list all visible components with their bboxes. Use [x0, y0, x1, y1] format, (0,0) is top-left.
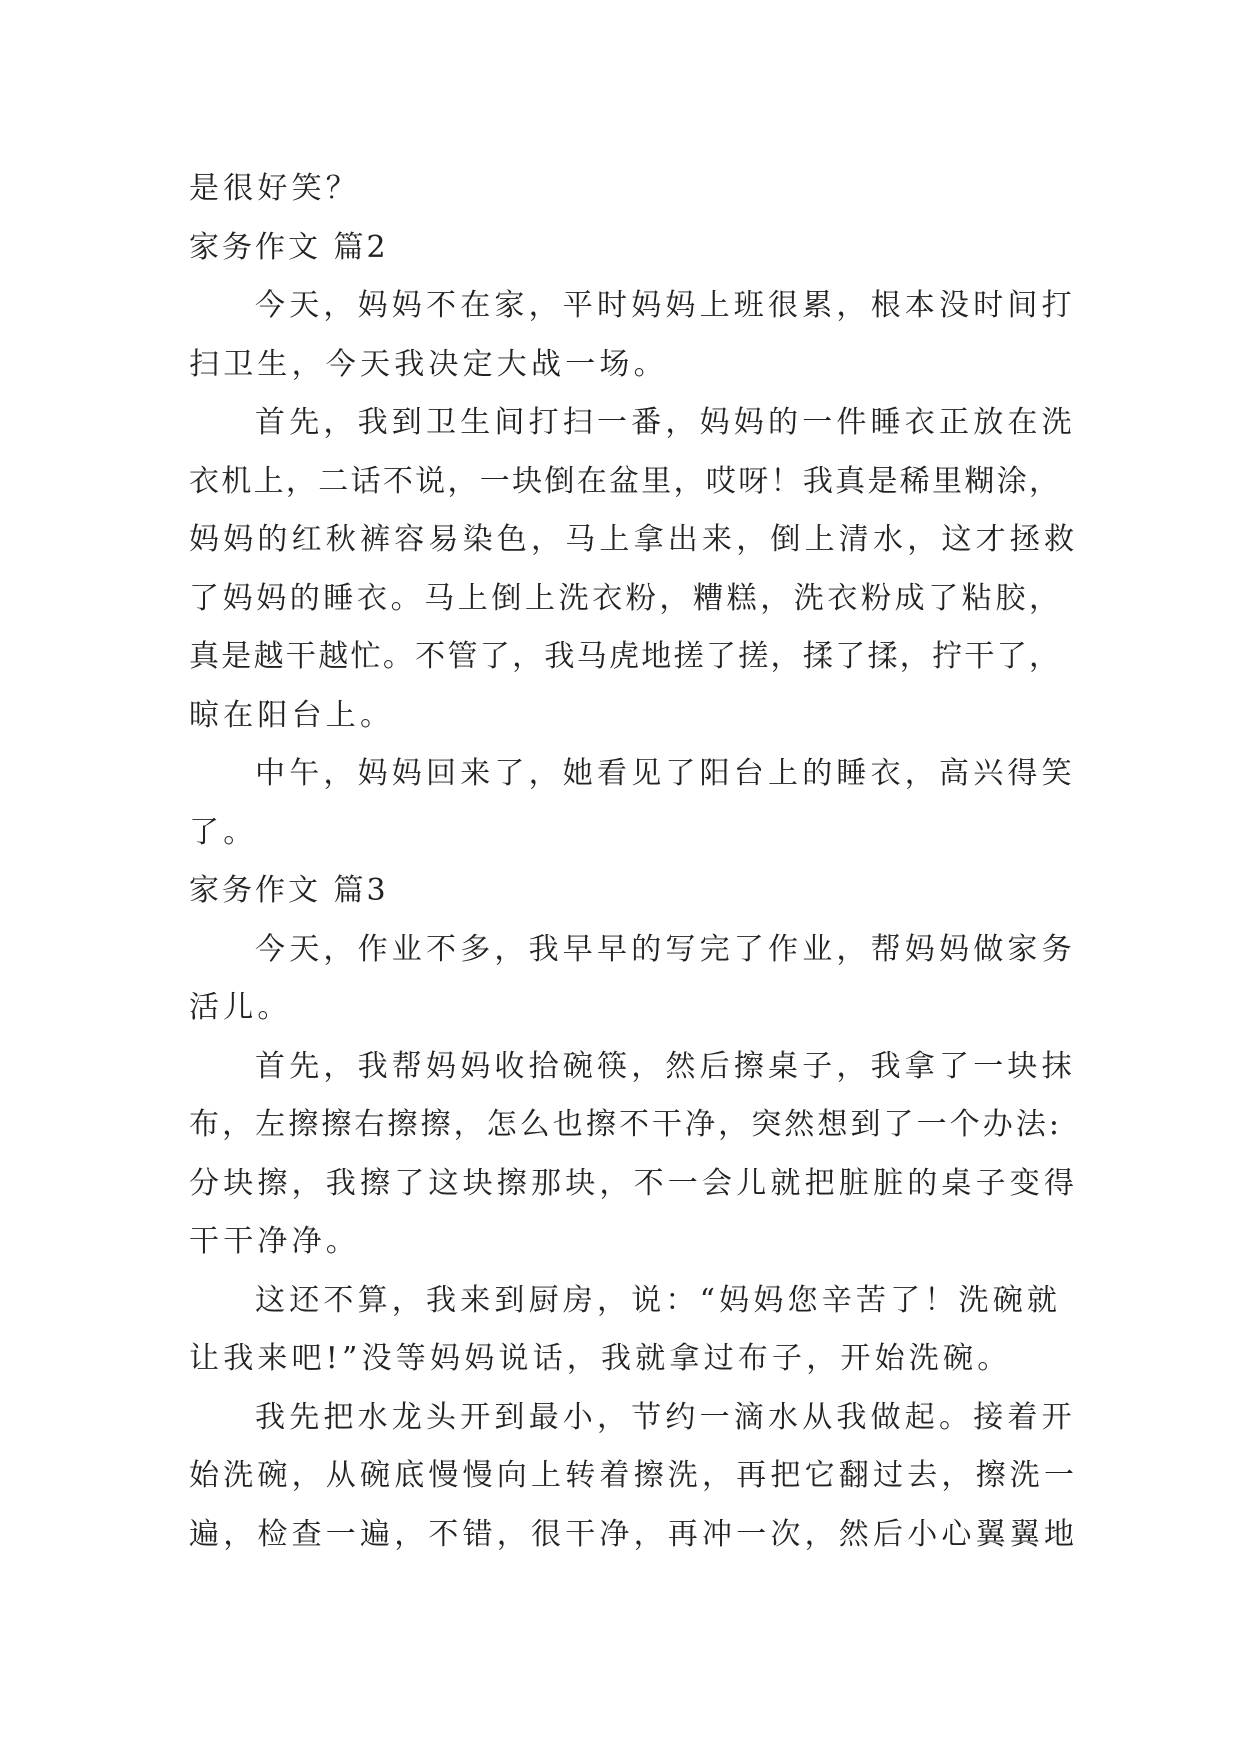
- paragraph-first-line: 今天，作业不多，我早早的写完了作业，帮妈妈做家务: [255, 931, 1076, 967]
- paragraph-first-line: 首先，我到卫生间打扫一番，妈妈的一件睡衣正放在洗: [255, 405, 1076, 440]
- text-line: 始洗碗，从碗底慢慢向上转着擦洗，再把它翻过去，擦洗一: [189, 1458, 1079, 1493]
- text-line: 了妈妈的睡衣。马上倒上洗衣粉，糟糕，洗衣粉成了粘胶，: [189, 580, 1059, 616]
- paragraph-first-line: 首先，我帮妈妈收拾碗筷，然后擦桌子，我拿了一块抹: [255, 1048, 1076, 1084]
- text-line: 干干净净。: [189, 1224, 360, 1259]
- document-body: [189, 160, 1079, 1564]
- paragraph-first-line: 我先把水龙头开到最小，节约一滴水从我做起。接着开: [255, 1399, 1076, 1435]
- text-line: 晾在阳台上。: [189, 697, 395, 733]
- paragraph-first-line: 中午，妈妈回来了，她看见了阳台上的睡衣，高兴得笑: [255, 756, 1076, 791]
- text-line: 了。: [189, 814, 258, 850]
- text-line: 布，左擦擦右擦擦，怎么也擦不干净，突然想到了一个办法:: [189, 1107, 1059, 1142]
- text-line: 分块擦，我擦了这块擦那块，不一会儿就把脏脏的桌子变得: [189, 1165, 1079, 1201]
- text-line: 遍，检查一遍，不错，很干净，再冲一次，然后小心翼翼地: [189, 1516, 1079, 1552]
- text-line: 让我来吧!”没等妈妈说话，我就拿过布子，开始洗碗。: [189, 1341, 1012, 1376]
- section-heading: 家务作文 篇2: [189, 229, 389, 265]
- text-line: 活儿。: [189, 990, 292, 1025]
- paragraph-first-line: 今天，妈妈不在家，平时妈妈上班很累，根本没时间打: [255, 288, 1076, 323]
- text-line: 是很好笑？: [189, 171, 360, 206]
- text-line: 真是越干越忙。不管了，我马虎地搓了搓，揉了揉，拧干了，: [189, 639, 1059, 674]
- paragraph-first-line: 这还不算，我来到厨房，说：“妈妈您辛苦了！洗碗就: [255, 1282, 1062, 1318]
- text-line: 衣机上，二话不说，一块倒在盆里，哎呀！我真是稀里糊涂，: [189, 463, 1059, 499]
- text-line: 妈妈的红秋裤容易染色，马上拿出来，倒上清水，这才拯救: [189, 522, 1079, 557]
- text-line: 扫卫生，今天我决定大战一场。: [189, 346, 668, 382]
- section-heading: 家务作文 篇3: [189, 873, 389, 908]
